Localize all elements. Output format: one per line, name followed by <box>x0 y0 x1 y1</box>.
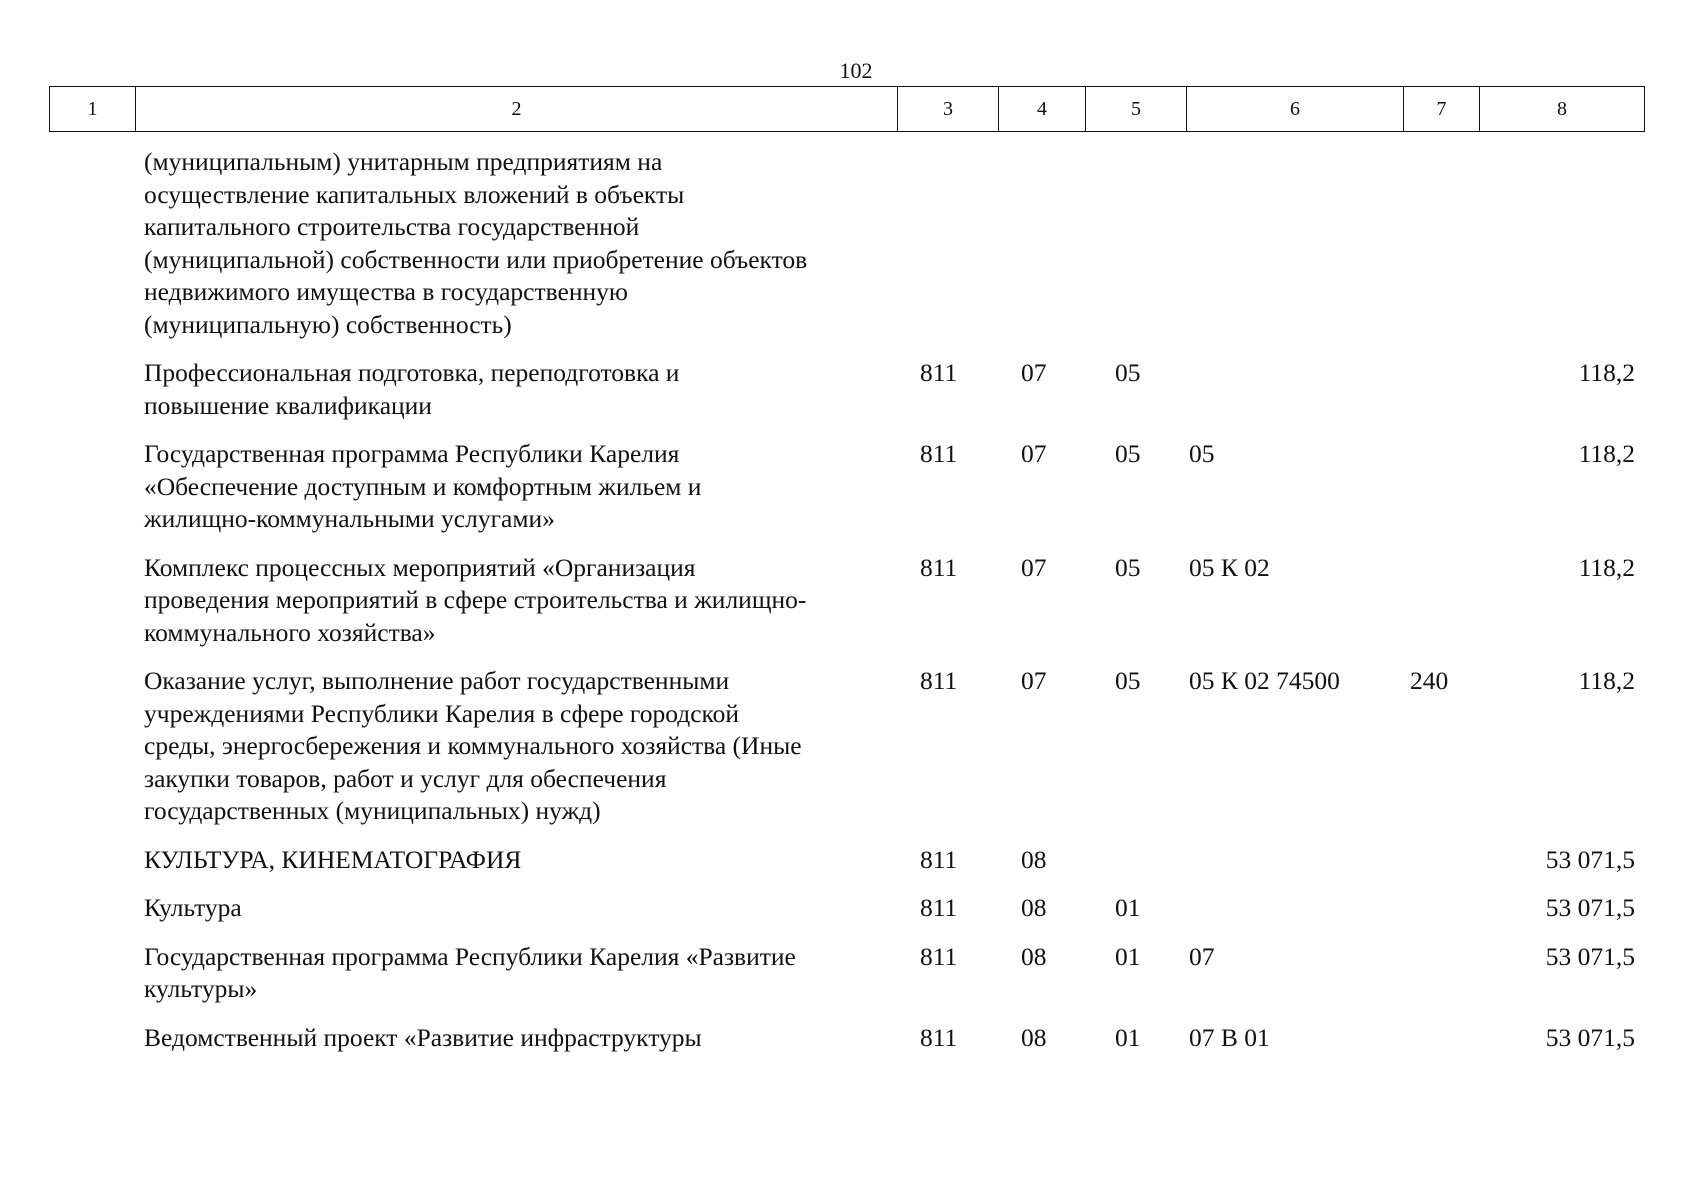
cell-admin-code: 811 <box>920 358 958 387</box>
row-description-line: коммунального хозяйства» <box>144 617 436 647</box>
row-description-line: (муниципальным) унитарным предприятиям на <box>144 147 663 176</box>
cell-target-item: 07 В 01 <box>1189 1022 1270 1052</box>
cell-target-item: 07 <box>1189 941 1215 971</box>
cell-amount: 53 071,5 <box>1545 844 1635 874</box>
cell-section: 08 <box>1021 844 1047 874</box>
row-description <box>144 844 904 877</box>
cell-amount: 118,2 <box>1578 439 1635 468</box>
table-row <box>0 844 1697 877</box>
column-header-3: 3 <box>898 87 999 132</box>
cell-target-item: 05 К 02 <box>1189 552 1270 582</box>
column-header-7: 7 <box>1404 87 1480 132</box>
row-description <box>144 146 904 341</box>
cell-admin-code: 811 <box>920 666 958 695</box>
cell-admin-code: 811 <box>920 844 958 874</box>
cell-admin-code: 811 <box>920 893 958 922</box>
row-description-line: культуры» <box>144 974 258 1003</box>
row-description-line: Государственная программа Республики Карелия «Развитие <box>144 941 796 971</box>
column-header-8: 8 <box>1480 87 1645 132</box>
page-number: 102 <box>839 58 873 83</box>
table-row <box>0 357 1697 422</box>
table-row <box>0 552 1697 650</box>
budget-table-body <box>0 146 1697 1070</box>
row-description <box>144 438 904 536</box>
cell-amount: 118,2 <box>1578 358 1635 387</box>
cell-amount: 53 071,5 <box>1545 1022 1635 1052</box>
cell-amount: 53 071,5 <box>1545 893 1635 922</box>
cell-target-item: 05 К 02 74500 <box>1189 666 1340 695</box>
cell-subsection: 05 <box>1115 439 1141 468</box>
table-row <box>0 146 1697 341</box>
row-description-line: осуществление капитальных вложений в объекты <box>144 179 685 209</box>
cell-section: 08 <box>1021 893 1047 922</box>
row-description-line: Ведомственный проект «Развитие инфраструктуры <box>144 1022 702 1052</box>
column-header-4: 4 <box>999 87 1086 132</box>
row-description <box>144 941 904 1006</box>
cell-section: 08 <box>1021 1022 1047 1052</box>
cell-amount: 53 071,5 <box>1545 941 1635 971</box>
row-description-line: повышение квалификации <box>144 390 432 420</box>
cell-subsection: 05 <box>1115 552 1141 582</box>
table-row <box>0 892 1697 925</box>
column-header-1: 1 <box>50 87 136 132</box>
cell-subsection: 01 <box>1115 941 1141 971</box>
row-description-line: (муниципальной) собственности или приобретение объектов <box>144 244 808 274</box>
column-header-row <box>50 87 1645 132</box>
cell-section: 07 <box>1021 666 1047 695</box>
cell-subsection: 05 <box>1115 358 1141 387</box>
cell-subsection: 01 <box>1115 1022 1141 1052</box>
row-description <box>144 665 904 828</box>
row-description <box>144 892 904 925</box>
cell-admin-code: 811 <box>920 439 958 468</box>
cell-section: 07 <box>1021 552 1047 582</box>
row-description <box>144 552 904 650</box>
cell-target-item: 05 <box>1189 439 1215 468</box>
row-description-line: закупки товаров, работ и услуг для обеспечения <box>144 763 667 793</box>
cell-amount: 118,2 <box>1578 666 1635 695</box>
cell-expense-type: 240 <box>1410 666 1449 695</box>
row-description-line: недвижимого имущества в государственную <box>144 277 628 306</box>
row-description-line: капитального строительства государственной <box>144 212 640 241</box>
row-description-line: проведения мероприятий в сфере строительства и жилищно- <box>144 585 807 614</box>
row-description-line: среды, энергосбережения и коммунального хозяйства (Иные <box>144 731 802 760</box>
row-description-line: учреждениями Республики Карелия в сфере городской <box>144 698 740 728</box>
table-row <box>0 665 1697 828</box>
cell-admin-code: 811 <box>920 1022 958 1052</box>
row-description-line: Комплекс процессных мероприятий «Организация <box>144 552 696 582</box>
column-header-2: 2 <box>136 87 898 132</box>
cell-admin-code: 811 <box>920 941 958 971</box>
row-description-line: государственных (муниципальных) нужд) <box>144 796 601 825</box>
row-description-line: жилищно-коммунальными услугами» <box>144 504 555 533</box>
cell-subsection: 05 <box>1115 666 1141 695</box>
row-description-line: Культура <box>144 893 242 922</box>
column-header-6: 6 <box>1187 87 1404 132</box>
cell-section: 07 <box>1021 358 1047 387</box>
column-header-5: 5 <box>1086 87 1187 132</box>
row-description-line: Оказание услуг, выполнение работ государственными <box>144 666 730 695</box>
cell-amount: 118,2 <box>1578 552 1635 582</box>
row-description-line: (муниципальную) собственность) <box>144 309 512 339</box>
row-description <box>144 1022 904 1055</box>
cell-section: 08 <box>1021 941 1047 971</box>
cell-admin-code: 811 <box>920 552 958 582</box>
cell-subsection: 01 <box>1115 893 1141 922</box>
row-description <box>144 357 904 422</box>
row-description-line: «Обеспечение доступным и комфортным жильем и <box>144 471 702 501</box>
column-header-table <box>49 86 1645 132</box>
table-row <box>0 1022 1697 1055</box>
row-description-line: КУЛЬТУРА, КИНЕМАТОГРАФИЯ <box>144 844 522 874</box>
row-description-line: Государственная программа Республики Карелия <box>144 439 680 468</box>
table-row <box>0 438 1697 536</box>
cell-section: 07 <box>1021 439 1047 468</box>
table-row <box>0 941 1697 1006</box>
row-description-line: Профессиональная подготовка, переподготовка и <box>144 358 680 387</box>
